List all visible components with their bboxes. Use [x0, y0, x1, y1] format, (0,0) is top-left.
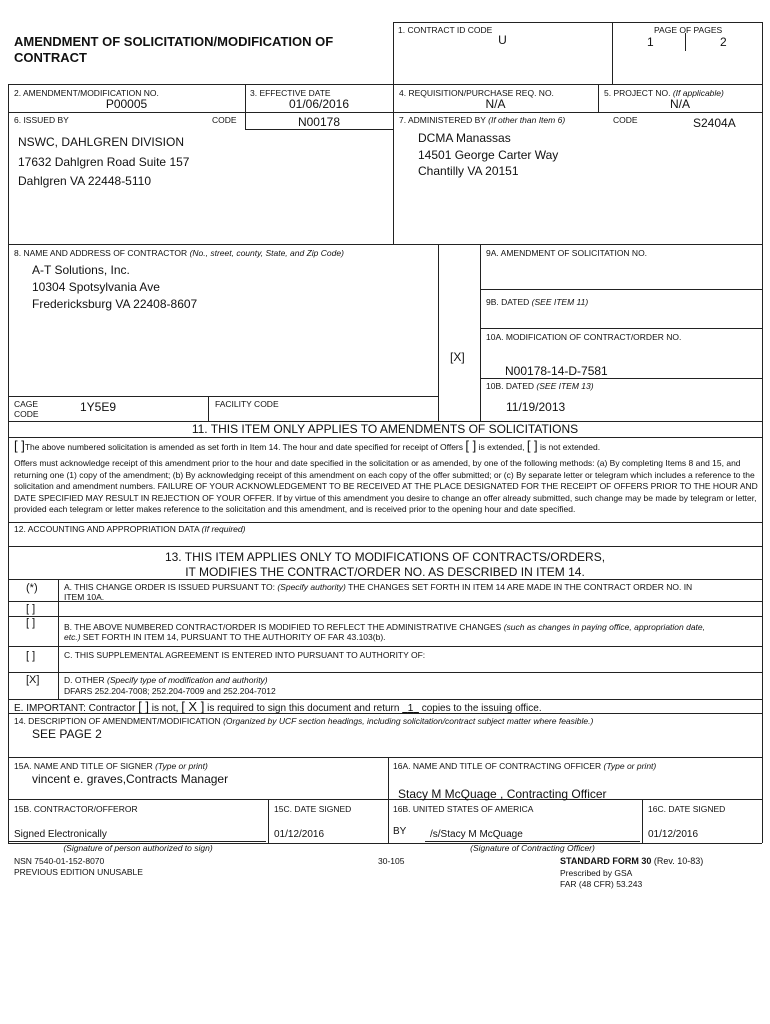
contracting-officer-value: Stacy M McQuage , Contracting Officer — [398, 787, 607, 801]
contracting-officer-label: 16A. NAME AND TITLE OF CONTRACTING OFFICER (Type or print) — [393, 761, 657, 771]
item-blank-check: [ ] — [26, 603, 36, 615]
dated-9b-label: 9B. DATED (SEE ITEM 11) — [486, 297, 589, 307]
item-a-check: (*) — [26, 582, 38, 594]
effective-date-label: 3. EFFECTIVE DATE — [250, 88, 331, 98]
administered-by-line-1: DCMA Manassas — [418, 131, 511, 145]
project-no-label: 5. PROJECT NO. (If applicable) — [604, 88, 724, 98]
amendment-no-value: P00005 — [105, 97, 148, 111]
contractor-label: 8. NAME AND ADDRESS OF CONTRACTOR (No., street, county, State, and Zip Code) — [14, 248, 344, 258]
officer-signature-caption: (Signature of Contracting Officer) — [470, 843, 595, 853]
by-label: BY — [393, 826, 407, 837]
contractor-signature: Signed Electronically — [14, 829, 107, 840]
project-no-value: N/A — [669, 97, 690, 111]
date-signed-16c-label: 16C. DATE SIGNED — [648, 804, 726, 814]
date-signed-16c-value: 01/12/2016 — [648, 829, 699, 840]
description-value: SEE PAGE 2 — [32, 727, 102, 741]
effective-date-value: 01/06/2016 — [288, 97, 350, 111]
contractor-signature-caption: (Signature of person authorized to sign) — [63, 843, 213, 853]
date-signed-15c-value: 01/12/2016 — [274, 829, 325, 840]
important-line: E. IMPORTANT: Contractor [ ] is not, [ X ] is required to sign this document and return 1 copies to the issuing office. — [14, 699, 542, 714]
modification-contract-value: N00178-14-D-7581 — [505, 364, 608, 378]
cage-code-value: 1Y5E9 — [80, 400, 117, 414]
item-b-text: B. THE ABOVE NUMBERED CONTRACT/ORDER IS MODIFIED TO REFLECT THE ADMINISTRATIVE CHANGES (such as changes in paying office, appropriation date, — [64, 622, 706, 632]
dated-10b-label: 10B. DATED (SEE ITEM 13) — [486, 381, 594, 391]
administered-by-code: S2404A — [693, 116, 736, 130]
modification-check: [X] — [450, 350, 465, 364]
not-required-bracket: [ ] — [138, 699, 149, 714]
cage-label-2: CODE — [14, 409, 39, 419]
item-b-check: [ ] — [26, 617, 36, 629]
amendment-no-label: 2. AMENDMENT/MODIFICATION NO. — [14, 88, 159, 98]
item-a-text-2: ITEM 10A. — [64, 592, 105, 602]
page-number: 1 — [647, 35, 654, 49]
section-11-body: Offers must acknowledge receipt of this amendment prior to the hour and date specified in the solicitation or as amended, by one of the following methods: (a) By completing Items 8 and 15, and returning one (1) copy of the amendment; (b) By acknowledging receipt of this amendment on each copy of the offer submitted; or (c) By separate letter or telegram which includes a reference to the solicitation and amendment numbers. FAILURE OF YOUR ACKNOWLEDGEMENT TO BE RECEIVED AT THE PLACE DESIGNATED FOR THE RECEIPT OF OFFERS PRIOR TO THE HOUR AND DATE SPECIFIED MAY RESULT IN REJECTION OF YOUR OFFER. If by virtue of this amendment you desire to change an offer already submitted, such change may be made by telegram or letter, provided each telegram or letter makes reference to the solicitation and this amendment, and is received prior to the opening hour and date specified. — [14, 458, 758, 514]
page-total: 2 — [720, 35, 727, 49]
section-11-title: 11. THIS ITEM ONLY APPLIES TO AMENDMENTS OF SOLICITATIONS — [191, 422, 579, 436]
required-bracket: [ X ] — [181, 699, 205, 714]
contractor-line-1: A-T Solutions, Inc. — [32, 263, 130, 277]
form-title: AMENDMENT OF SOLICITATION/MODIFICATION OF CONTRACT — [14, 34, 334, 65]
previous-edition: PREVIOUS EDITION UNUSABLE — [14, 867, 143, 877]
contractor-line-2: 10304 Spotsylvania Ave — [32, 280, 160, 294]
offers-bracket: [ ] — [14, 438, 25, 453]
date-signed-15c-label: 15C. DATE SIGNED — [274, 804, 352, 814]
far-citation: FAR (48 CFR) 53.243 — [560, 879, 643, 889]
amendment-solicitation-label: 9A. AMENDMENT OF SOLICITATION NO. — [486, 248, 648, 258]
contractor-offeror-label: 15B. CONTRACTOR/OFFEROR — [14, 804, 138, 814]
accounting-label: 12. ACCOUNTING AND APPROPRIATION DATA (If required) — [14, 524, 246, 534]
issued-by-code-label: CODE — [212, 115, 237, 125]
administered-by-line-2: 14501 George Carter Way — [418, 148, 559, 162]
form-number: 30-105 — [378, 856, 405, 866]
contract-id-value: U — [498, 33, 507, 47]
issued-by-line-2: 17632 Dahlgren Road Suite 157 — [18, 155, 190, 169]
prescribed-by: Prescribed by GSA — [560, 868, 633, 878]
issued-by-line-3: Dahlgren VA 22448-5110 — [18, 174, 151, 188]
extended-bracket: [ ] — [465, 438, 477, 453]
item-d-value: DFARS 252.204-7008; 252.204-7009 and 252.204-7012 — [64, 686, 276, 696]
dated-10b-value: 11/19/2013 — [506, 400, 566, 414]
modification-contract-label: 10A. MODIFICATION OF CONTRACT/ORDER NO. — [486, 332, 682, 342]
item-d-text: D. OTHER (Specify type of modification and authority) — [64, 675, 268, 685]
signer-value: vincent e. graves,Contracts Manager — [32, 772, 229, 786]
officer-signature: /s/Stacy M McQuage — [430, 829, 523, 840]
facility-code-label: FACILITY CODE — [215, 399, 279, 409]
section-11-line-1: [ ]The above numbered solicitation is amended as set forth in Item 14. The hour and date specified for receipt of Offers [ ] is extended, [ ] is not extended. — [14, 438, 601, 453]
contract-id-label: 1. CONTRACT ID CODE — [398, 25, 493, 35]
item-c-check: [ ] — [26, 650, 36, 662]
copies-count: 1 — [407, 703, 414, 714]
signer-label: 15A. NAME AND TITLE OF SIGNER (Type or print) — [14, 761, 208, 771]
cage-label-1: CAGE — [14, 399, 39, 409]
item-c-text: C. THIS SUPPLEMENTAL AGREEMENT IS ENTERED INTO PURSUANT TO AUTHORITY OF: — [64, 650, 426, 660]
usa-label: 16B. UNITED STATES OF AMERICA — [393, 804, 534, 814]
page-of-pages-label: PAGE OF PAGES — [654, 25, 723, 35]
item-b-text-2: etc.) SET FORTH IN ITEM 14, PURSUANT TO THE AUTHORITY OF FAR 43.103(b). — [64, 632, 386, 642]
standard-form-label: STANDARD FORM 30 (Rev. 10-83) — [560, 856, 704, 866]
not-extended-bracket: [ ] — [526, 438, 538, 453]
issued-by-code: N00178 — [297, 115, 341, 129]
administered-by-label: 7. ADMINISTERED BY (If other than Item 6) — [399, 115, 566, 125]
item-d-check: [X] — [26, 674, 40, 686]
section-13-title-2: IT MODIFIES THE CONTRACT/ORDER NO. AS DESCRIBED IN ITEM 14. — [185, 565, 585, 579]
section-13-title-1: 13. THIS ITEM APPLIES ONLY TO MODIFICATIONS OF CONTRACTS/ORDERS, — [164, 550, 606, 564]
contractor-line-3: Fredericksburg VA 22408-8607 — [32, 297, 198, 311]
issued-by-line-1: NSWC, DAHLGREN DIVISION — [18, 135, 185, 149]
requisition-value: N/A — [485, 97, 506, 111]
requisition-label: 4. REQUISITION/PURCHASE REQ. NO. — [399, 88, 554, 98]
issued-by-label: 6. ISSUED BY — [14, 115, 69, 125]
item-a-text: A. THIS CHANGE ORDER IS ISSUED PURSUANT TO: (Specify authority) THE CHANGES SET FORTH IN ITEM 14 ARE MADE IN THE CONTRACT ORDER NO. IN — [64, 582, 693, 592]
nsn-number: NSN 7540-01-152-8070 — [14, 856, 105, 866]
administered-by-line-3: Chantilly VA 20151 — [418, 164, 519, 178]
description-label: 14. DESCRIPTION OF AMENDMENT/MODIFICATION (Organized by UCF section headings, including solicitation/contract subject matter where feasible.) — [14, 716, 594, 726]
administered-by-code-label: CODE — [613, 115, 638, 125]
